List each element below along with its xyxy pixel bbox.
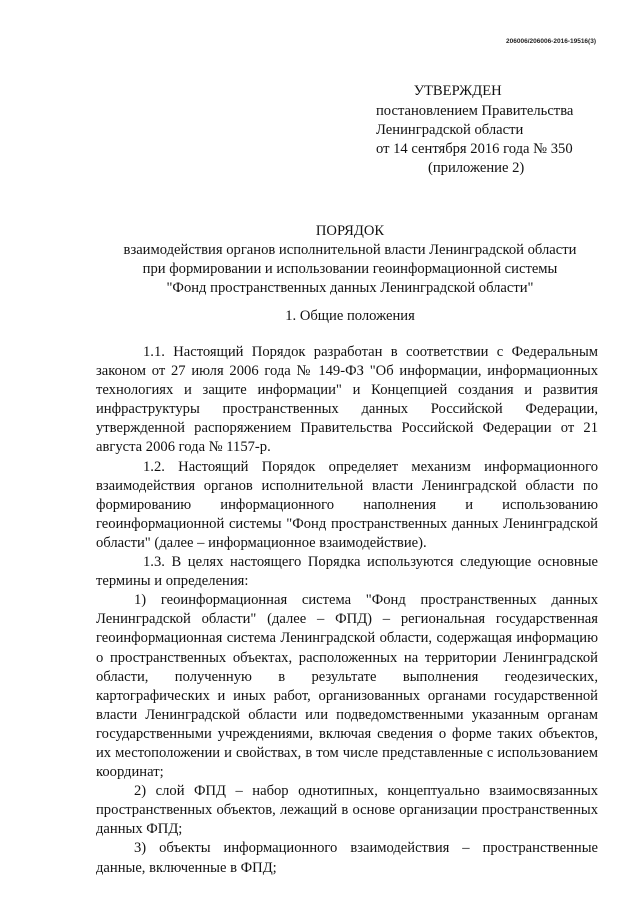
paragraph-1-1: 1.1. Настоящий Порядок разработан в соответствии с Федеральным законом от 27 июля 2006 года № 149-ФЗ "Об информации, информационных технологиях и защите информации" и Концепцией создания и развития инфраструктуры пространственных данных Российской Федерации, утвержденной распоряжением Правительства Российской Федерации от 21 августа 2006 года № 1157-р.	[96, 344, 598, 456]
term-2: 2) слой ФПД – набор однотипных, концептуально взаимосвязанных пространственных объектов, лежащий в основе организации пространственных данных ФПД;	[96, 783, 598, 838]
section-body	[96, 343, 598, 878]
title-line: взаимодействия органов исполнительной власти Ленинградской области	[123, 242, 577, 258]
approval-line: от 14 сентября 2016 года № 350	[376, 141, 573, 157]
document-title	[96, 222, 604, 298]
title-main: ПОРЯДОК	[315, 223, 385, 239]
approval-stamp	[376, 82, 573, 178]
approval-line: постановлением Правительства	[376, 103, 574, 119]
section-heading: 1. Общие положения	[285, 308, 415, 324]
approval-title: УТВЕРЖДЕН	[413, 83, 502, 99]
approval-appendix: (приложение 2)	[428, 160, 525, 176]
term-3: 3) объекты информационного взаимодействия – пространственные данные, включенные в ФПД;	[96, 840, 598, 876]
approval-line: Ленинградской области	[376, 122, 524, 138]
title-line: "Фонд пространственных данных Ленинградской области"	[166, 280, 534, 296]
paragraph-1-3: 1.3. В целях настоящего Порядка используются следующие основные термины и определения:	[96, 554, 598, 590]
title-line: при формировании и использовании геоинформационной системы	[142, 261, 558, 277]
document-code: 206006/206006-2016-19516(3)	[506, 38, 596, 45]
paragraph-1-2: 1.2. Настоящий Порядок определяет механизм информационного взаимодействия органов исполнительной власти Ленинградской области по формированию информационного наполнения и использованию геоинформационной системы "Фонд пространственных данных Ленинградской области" (далее – информационное взаимодействие).	[96, 458, 598, 551]
term-1: 1) геоинформационная система "Фонд пространственных данных Ленинградской области" (далее – ФПД) – региональная государственная геоинформационная система Ленинградской области, содержащая информацию о пространственных объектах, расположенных на территории Ленинградской области, полученную в результате выполнения геодезических, картографических и иных работ, организованных органами государственной власти Ленинградской области или подведомственными указанным органам государственными учреждениями, включая сведения о форме таких объектов, их местоположении и свойствах, в том числе представленные с использованием координат;	[96, 592, 598, 781]
